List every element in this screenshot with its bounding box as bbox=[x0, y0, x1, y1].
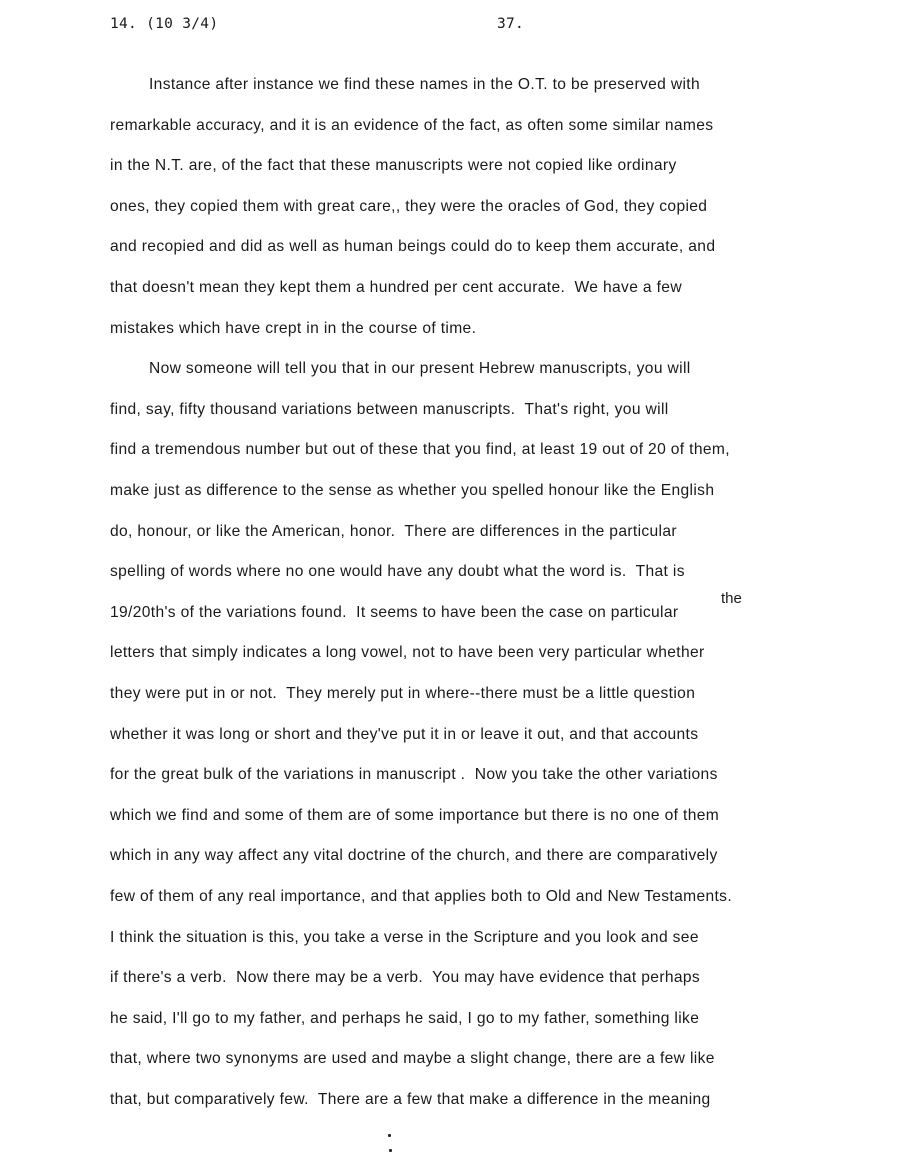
text-line: for the great bulk of the variations in manuscript . Now you take the other variations bbox=[110, 766, 718, 784]
section-reference: 14. (10 3/4) bbox=[110, 16, 219, 32]
text-line: that, where two synonyms are used and maybe a slight change, there are a few like bbox=[110, 1050, 715, 1068]
text-line: make just as difference to the sense as whether you spelled honour like the English bbox=[110, 482, 715, 499]
page-number: 37. bbox=[497, 16, 525, 32]
text-line: spelling of words where no one would have any doubt what the word is. That is bbox=[110, 563, 685, 581]
handwritten-insertion: the bbox=[721, 590, 742, 607]
text-line: find, say, fifty thousand variations between manuscripts. That's right, you will bbox=[110, 400, 669, 418]
text-line: Now someone will tell you that in our present Hebrew manuscripts, you will bbox=[149, 360, 691, 378]
text-line: which we find and some of them are of some importance but there is no one of them bbox=[110, 806, 720, 824]
text-line: and recopied and did as well as human beings could do to keep them accurate, and bbox=[110, 238, 716, 256]
text-line: letters that simply indicates a long vowel, not to have been very particular whether bbox=[110, 644, 705, 662]
text-line: mistakes which have crept in in the course of time. bbox=[110, 319, 477, 337]
continuation-mark bbox=[389, 1149, 392, 1152]
text-line: that, but comparatively few. There are a few that make a difference in the meaning bbox=[110, 1091, 711, 1108]
text-line: few of them of any real importance, and that applies both to Old and New Testaments. bbox=[110, 888, 733, 905]
text-line: in the N.T. are, of the fact that these manuscripts were not copied like ordinary bbox=[110, 157, 677, 175]
text-line: if there's a verb. Now there may be a verb. You may have evidence that perhaps bbox=[110, 969, 701, 987]
text-line: find a tremendous number but out of these that you find, at least 19 out of 20 of them, bbox=[110, 441, 730, 459]
text-line: that doesn't mean they kept them a hundred per cent accurate. We have a few bbox=[110, 279, 682, 296]
continuation-mark bbox=[388, 1134, 391, 1137]
text-line: he said, I'll go to my father, and perhaps he said, I go to my father, something like bbox=[110, 1009, 700, 1027]
text-line: which in any way affect any vital doctrine of the church, and there are comparatively bbox=[110, 847, 718, 865]
text-line: remarkable accuracy, and it is an evidence of the fact, as often some similar names bbox=[110, 116, 714, 134]
text-line: do, honour, or like the American, honor. There are differences in the particular bbox=[110, 522, 677, 540]
text-line: whether it was long or short and they've put it in or leave it out, and that accounts bbox=[110, 725, 699, 743]
text-line: I think the situation is this, you take a verse in the Scripture and you look and see bbox=[110, 928, 699, 946]
text-line: ones, they copied them with great care,, they were the oracles of God, they copied bbox=[110, 197, 708, 215]
text-line: 19/20th's of the variations found. It seems to have been the case on particular bbox=[110, 603, 679, 621]
text-line: they were put in or not. They merely put in where--there must be a little question bbox=[110, 685, 696, 702]
text-line: Instance after instance we find these names in the O.T. to be preserved with bbox=[149, 76, 701, 93]
